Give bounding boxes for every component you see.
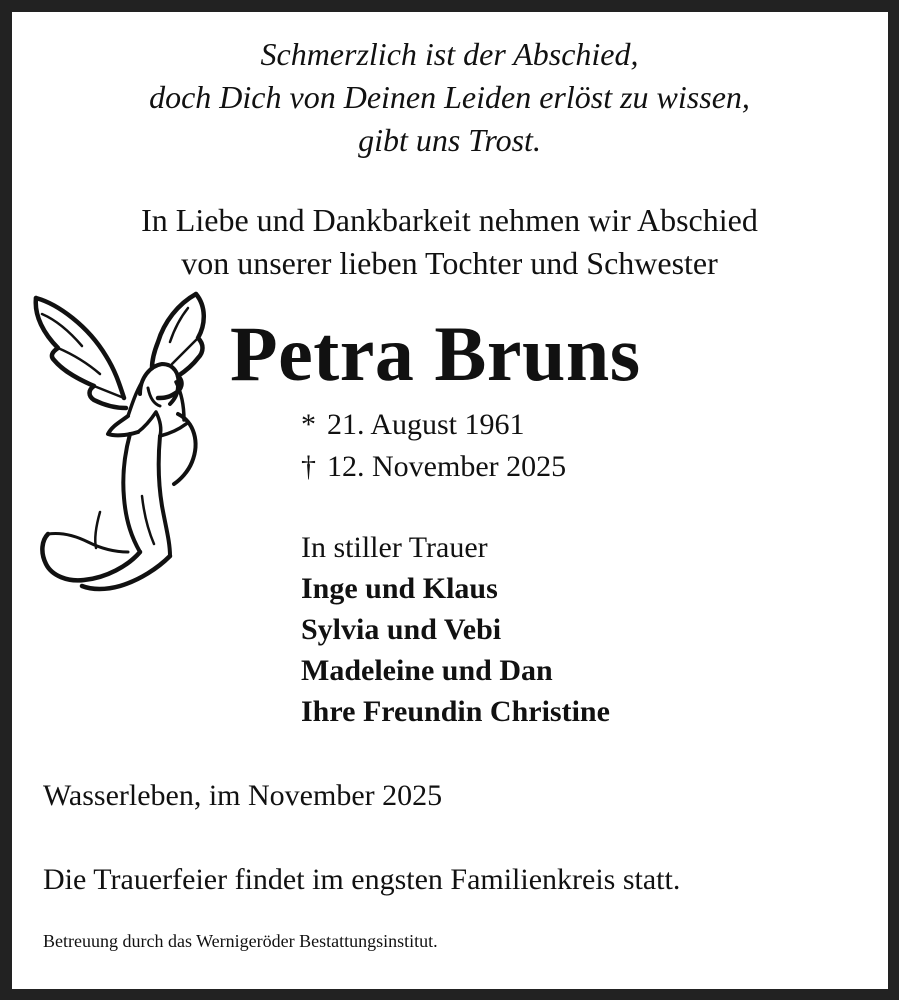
farewell-intro (0, 199, 899, 285)
mourner-name: Ihre Freundin Christine (301, 695, 610, 728)
quote-line-3: gibt uns Trost. (358, 122, 541, 158)
mourner-name: Inge und Klaus (301, 572, 498, 605)
quote-line-1: Schmerzlich ist der Abschied, (260, 36, 639, 72)
intro-line-2: von unserer lieben Tochter und Schwester (181, 245, 718, 281)
mourner-name: Sylvia und Vebi (301, 613, 502, 646)
mourners-intro: In stiller Trauer (301, 531, 488, 564)
quote-line-2: doch Dich von Deinen Leiden erlöst zu wissen, (149, 79, 750, 115)
place-and-date: Wasserleben, im November 2025 (43, 779, 443, 812)
deceased-name: Petra Bruns (230, 310, 641, 397)
angel-icon (28, 286, 218, 594)
undertaker-credit: Betreuung durch das Wernigeröder Bestattungsinstitut. (43, 931, 438, 951)
death-row (301, 446, 566, 488)
birth-symbol: * (301, 408, 316, 441)
birth-date: 21. August 1961 (327, 408, 525, 441)
ceremony-notice: Die Trauerfeier findet im engsten Familienkreis statt. (43, 863, 681, 896)
mourners-block (301, 527, 610, 732)
death-date: 12. November 2025 (327, 450, 567, 483)
consolation-quote (0, 33, 899, 162)
cross-icon: † (301, 450, 316, 483)
intro-line-1: In Liebe und Dankbarkeit nehmen wir Abschied (141, 202, 758, 238)
life-dates (301, 404, 566, 488)
birth-row (301, 404, 566, 446)
mourner-name: Madeleine und Dan (301, 654, 553, 687)
